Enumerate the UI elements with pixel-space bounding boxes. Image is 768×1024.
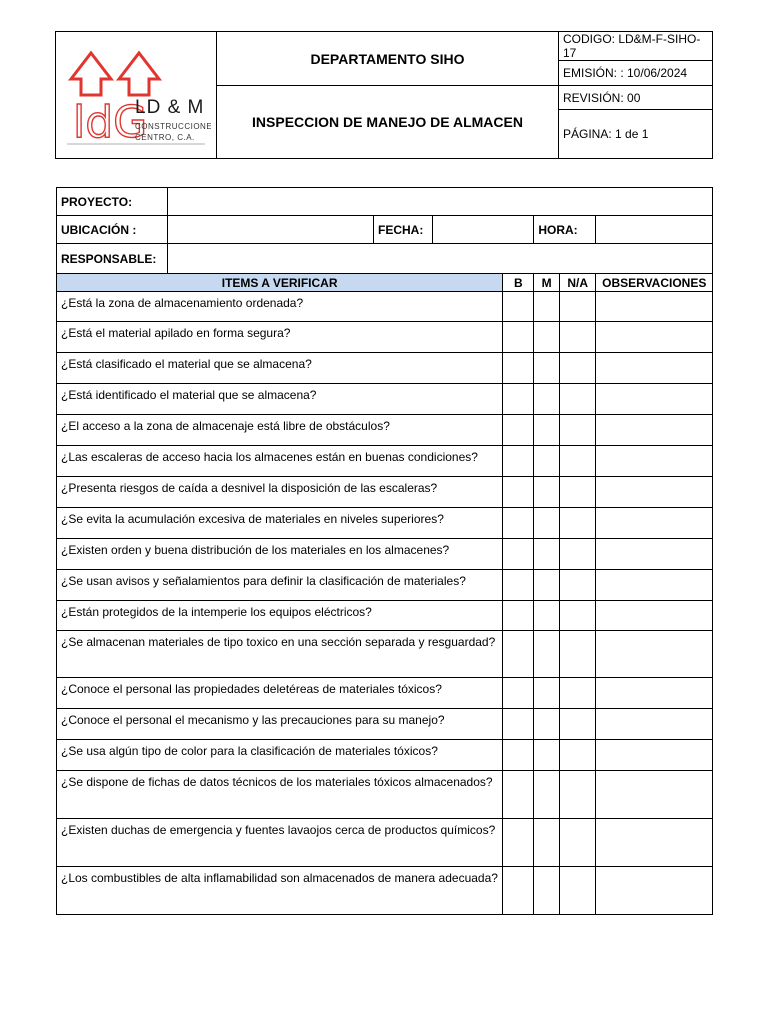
b-check-cell[interactable] [503,740,534,771]
item-question: ¿Está clasificado el material que se almacena? [57,353,503,384]
doc-revision: REVISIÓN: 00 [559,86,713,110]
na-check-cell[interactable] [559,477,596,508]
na-check-cell[interactable] [559,415,596,446]
b-check-cell[interactable] [503,819,534,867]
b-check-cell[interactable] [503,384,534,415]
b-check-cell[interactable] [503,631,534,678]
observaciones-cell[interactable] [596,771,713,819]
m-check-cell[interactable] [534,292,560,322]
hora-field[interactable] [596,216,713,244]
observaciones-cell[interactable] [596,415,713,446]
item-question: ¿Las escaleras de acceso hacia los almacenes están en buenas condiciones? [57,446,503,477]
na-check-cell[interactable] [559,446,596,477]
m-check-cell[interactable] [534,384,560,415]
m-check-cell[interactable] [534,709,560,740]
m-check-cell[interactable] [534,819,560,867]
b-check-cell[interactable] [503,678,534,709]
m-check-cell[interactable] [534,678,560,709]
observaciones-cell[interactable] [596,867,713,915]
table-row [57,477,713,508]
table-row [57,384,713,415]
observaciones-cell[interactable] [596,678,713,709]
b-check-cell[interactable] [503,601,534,631]
table-row [57,322,713,353]
observaciones-cell[interactable] [596,322,713,353]
item-question: ¿El acceso a la zona de almacenaje está libre de obstáculos? [57,415,503,446]
na-check-cell[interactable] [559,740,596,771]
observaciones-cell[interactable] [596,709,713,740]
m-check-cell[interactable] [534,446,560,477]
table-row [57,771,713,819]
items-list [57,292,713,915]
item-question: ¿Conoce el personal el mecanismo y las precauciones para su manejo? [57,709,503,740]
na-check-cell[interactable] [559,771,596,819]
ubicacion-field[interactable] [168,216,374,244]
na-check-cell[interactable] [559,867,596,915]
items-header: ITEMS A VERIFICAR [57,274,503,292]
item-question: ¿Está la zona de almacenamiento ordenada? [57,292,503,322]
ubicacion-label: UBICACIÓN : [57,216,168,244]
m-check-cell[interactable] [534,601,560,631]
table-row [57,539,713,570]
table-row [57,709,713,740]
document-header [55,31,713,159]
item-question: ¿Existen duchas de emergencia y fuentes lavaojos cerca de productos químicos? [57,819,503,867]
company-logo [61,39,211,147]
b-check-cell[interactable] [503,353,534,384]
table-row [57,819,713,867]
fecha-field[interactable] [432,216,534,244]
inspection-form [56,187,713,915]
b-check-cell[interactable] [503,508,534,539]
item-question: ¿Está el material apilado en forma segura? [57,322,503,353]
doc-emission: EMISIÓN: : 10/06/2024 [559,61,713,86]
item-question: ¿Presenta riesgos de caída a desnivel la disposición de las escaleras? [57,477,503,508]
na-check-cell[interactable] [559,322,596,353]
m-check-cell[interactable] [534,508,560,539]
table-row [57,353,713,384]
item-question: ¿Se usa algún tipo de color para la clasificación de materiales tóxicos? [57,740,503,771]
observaciones-cell[interactable] [596,353,713,384]
na-check-cell[interactable] [559,709,596,740]
b-check-cell[interactable] [503,867,534,915]
doc-page: PÁGINA: 1 de 1 [559,110,713,159]
item-question: ¿Existen orden y buena distribución de los materiales en los almacenes? [57,539,503,570]
proyecto-label: PROYECTO: [57,188,168,216]
item-question: ¿Se dispone de fichas de datos técnicos de los materiales tóxicos almacenados? [57,771,503,819]
observaciones-cell[interactable] [596,446,713,477]
fecha-label: FECHA: [373,216,432,244]
b-check-cell[interactable] [503,570,534,601]
b-check-cell[interactable] [503,446,534,477]
table-row [57,678,713,709]
observaciones-header: OBSERVACIONES [596,274,713,292]
na-check-cell[interactable] [559,819,596,867]
item-question: ¿Los combustibles de alta inflamabilidad son almacenados de manera adecuada? [57,867,503,915]
m-check-cell[interactable] [534,867,560,915]
table-row [57,740,713,771]
b-check-cell[interactable] [503,292,534,322]
observaciones-cell[interactable] [596,539,713,570]
m-check-cell[interactable] [534,322,560,353]
m-check-cell[interactable] [534,631,560,678]
na-check-cell[interactable] [559,570,596,601]
b-check-cell[interactable] [503,477,534,508]
m-check-cell[interactable] [534,353,560,384]
item-question: ¿Está identificado el material que se almacena? [57,384,503,415]
table-row [57,415,713,446]
m-check-cell[interactable] [534,539,560,570]
observaciones-cell[interactable] [596,292,713,322]
b-header: B [503,274,534,292]
observaciones-cell[interactable] [596,508,713,539]
b-check-cell[interactable] [503,709,534,740]
table-row [57,292,713,322]
na-check-cell[interactable] [559,292,596,322]
proyecto-field[interactable] [168,188,713,216]
responsable-field[interactable] [168,244,713,274]
m-check-cell[interactable] [534,740,560,771]
b-check-cell[interactable] [503,771,534,819]
table-row [57,601,713,631]
observaciones-cell[interactable] [596,631,713,678]
item-question: ¿Se usan avisos y señalamientos para definir la clasificación de materiales? [57,570,503,601]
logo-brand: LD & M [135,96,205,118]
na-check-cell[interactable] [559,678,596,709]
item-question: ¿Conoce el personal las propiedades deletéreas de materiales tóxicos? [57,678,503,709]
table-row [57,867,713,915]
form-title: INSPECCION DE MANEJO DE ALMACEN [217,86,559,159]
observaciones-cell[interactable] [596,819,713,867]
na-header: N/A [559,274,596,292]
na-check-cell[interactable] [559,601,596,631]
table-row [57,508,713,539]
arrow-icon [71,53,159,95]
m-check-cell[interactable] [534,415,560,446]
logo-monogram: ldG [73,96,148,147]
item-question: ¿Se almacenan materiales de tipo toxico en una sección separada y resguardad? [57,631,503,678]
table-row [57,570,713,601]
item-question: ¿Están protegidos de la intemperie los equipos eléctricos? [57,601,503,631]
na-check-cell[interactable] [559,539,596,570]
hora-label: HORA: [534,216,596,244]
logo-line1: CONSTRUCCIONES [135,121,211,131]
m-check-cell[interactable] [534,771,560,819]
na-check-cell[interactable] [559,384,596,415]
table-row [57,446,713,477]
na-check-cell[interactable] [559,353,596,384]
company-logo-cell [56,32,217,159]
department-title: DEPARTAMENTO SIHO [217,32,559,86]
na-check-cell[interactable] [559,508,596,539]
observaciones-cell[interactable] [596,601,713,631]
responsable-label: RESPONSABLE: [57,244,168,274]
b-check-cell[interactable] [503,322,534,353]
m-header: M [534,274,560,292]
m-check-cell[interactable] [534,477,560,508]
observaciones-cell[interactable] [596,740,713,771]
logo-line2: CENTRO, C.A. [135,132,195,142]
na-check-cell[interactable] [559,631,596,678]
item-question: ¿Se evita la acumulación excesiva de materiales en niveles superiores? [57,508,503,539]
doc-code: CODIGO: LD&M-F-SIHO-17 [559,32,713,61]
table-row [57,631,713,678]
b-check-cell[interactable] [503,415,534,446]
observaciones-cell[interactable] [596,570,713,601]
observaciones-cell[interactable] [596,384,713,415]
b-check-cell[interactable] [503,539,534,570]
m-check-cell[interactable] [534,570,560,601]
observaciones-cell[interactable] [596,477,713,508]
